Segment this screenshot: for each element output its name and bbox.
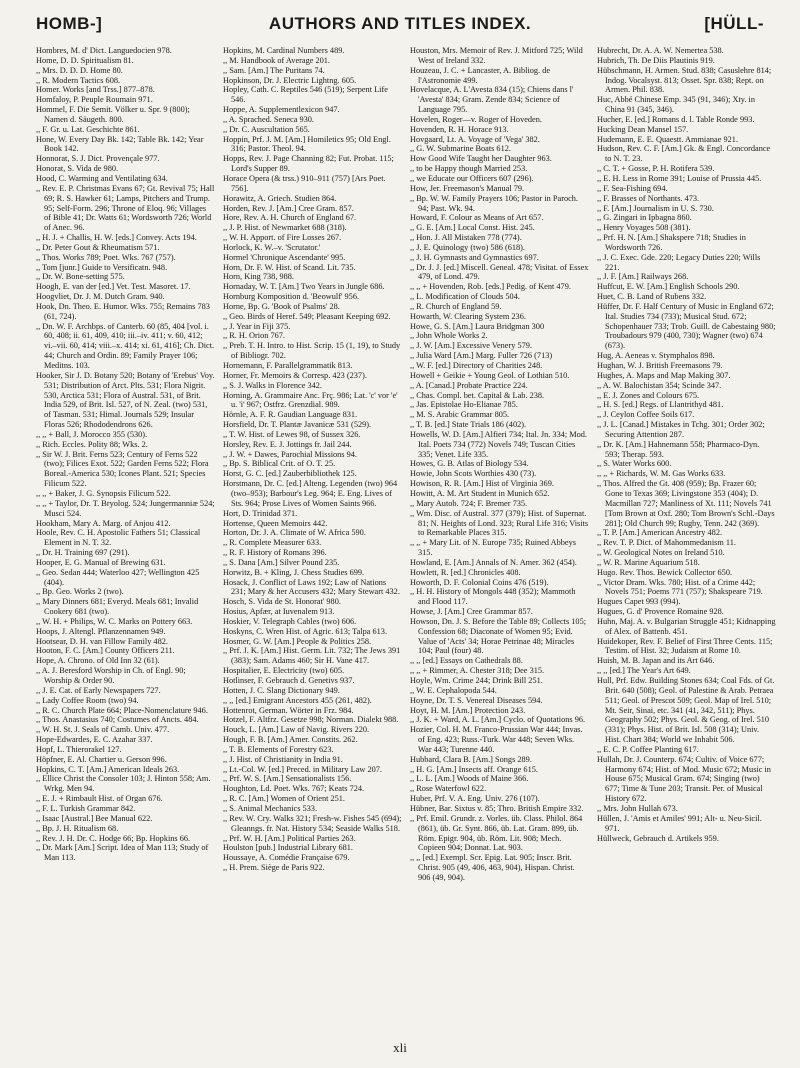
index-entry: Horner, Fr. Memoirs & Corresp. 423 (237). (223, 370, 367, 380)
index-entry: ,, Dr. Mark [Am.] Script. Idea of Man 113; Study of Man 113. (36, 843, 209, 863)
index-entry: How Good Wife Taught her Daughter 963. (410, 154, 552, 164)
index-entry: ,, ,, + Mary Lit. of N. Europe 735; Ruined Abbeys 315. (410, 538, 576, 558)
index-entry: Hopkins, C. T. [Am.] American Ideals 263. (36, 764, 180, 774)
index-entry: ,, F. [Am.] Journalism in U. S. 730. (597, 203, 714, 213)
index-entry: Hoyle, Wm. Crime 244; Drink Bill 251. (410, 676, 543, 685)
index-entry: Houssaye, A. Comédie Française 679. (223, 853, 350, 863)
index-entry: Hughes, A. Maps and Map Making 307. (597, 370, 731, 380)
index-entry: Howitt, A. M. Art Student in Munich 652. (410, 488, 550, 498)
index-entry: ,, R. C. [Am.] Women of Orient 251. (223, 794, 346, 804)
index-entry: ,, A. W. Balochistan 354; Scinde 347. (597, 380, 722, 390)
index-entry: Hombres, M. d' Dict. Languedocien 978. (36, 46, 172, 55)
index-entry: Hull, Prf. Edw. Building Stones 634; Coal Fds. of Gt. Brit. 640 (508); Geol. of Palestine & Arab. Petraea 511; Geol. of Prescot 509; Geol. Map of Irel. 510; Mt. Seir, Sinai, etc. 341 (41, 342, 511); Phys. Geography 502; Phys. Geol. & Geog. of Irel. 510 (331); Phys. Hist. of Brit. Isl. 508 (314); Univ. Hist. Chart 384; World we Inhabit 506. (597, 676, 775, 745)
index-entry: ,, W. E. Cephalopoda 544. (410, 685, 497, 695)
index-entry: ,, J. Year in Fiji 375. (223, 321, 291, 331)
index-entry: Hucher, E. [ed.] Romans d. l. Table Ronde 993. (597, 114, 755, 124)
index-entry: ,, J. Hist. of Christianity in India 91. (223, 754, 343, 764)
index-entry: Hüffer, Dr. F. Half Century of Music in England 672; Ital. Studies 734 (733); Musical Stud. 672; Schopenhauer 733; Trob. Guill. de Cabestaing 980; Troubadours 979 (400, 730); Wagner (two) 674 (673). (597, 301, 776, 351)
index-entry: Howorth, D. F. Colonial Coins 476 (519). (410, 577, 549, 587)
index-entry: Huber, Prf. V. A. Eng. Univ. 276 (107). (410, 794, 540, 804)
index-entry: ,, Prf. W. H. [Am.] Political Parties 263. (223, 833, 356, 843)
index-entry: ,, S. Water Works 600. (597, 459, 672, 469)
index-entry: Horn, King 738, 988. (223, 272, 294, 282)
index-entry: ,, we Educate our Officers 607 (296). (410, 173, 534, 183)
index-entry: ,, F. Sea-Fishing 694. (597, 183, 668, 193)
index-entry: Hoppin, Prf. J. M. [Am.] Homiletics 95; Old Engl. 316; Pastor. Theol. 94. (223, 134, 391, 154)
index-entry: ,, Bp. J. H. Ritualism 68. (36, 823, 119, 833)
index-entry: ,, Geo. Sedan 444; Waterloo 427; Wellington 425 (404). (36, 567, 200, 587)
index-entry: ,, Tom [junr.] Guide to Versificatn. 948. (36, 262, 168, 272)
index-entry: ,, J. E. Quinology (two) 586 (618). (410, 242, 525, 252)
index-entry: ,, ,, + Baker, J. G. Synopsis Filicum 522. (36, 488, 171, 498)
index-entry: ,, Ellice Christ the Consoler 103; J. Hinton 558; Am. Wrkg. Men 94. (36, 774, 211, 794)
index-entry: ,, J. P. Hist. of Newmarket 688 (318). (223, 223, 347, 233)
index-entry: ,, Sir W. J. Brit. Ferns 523; Century of Ferns 522 (two); Filices Exot. 522; Garden Ferns 522; Flora Boreal.-America 530; Icones Plant. 521; Species Filicum 522. (36, 449, 209, 489)
index-columns (36, 46, 776, 1036)
index-entry: Horsley, Rev. E. J. Jottings fr. Jail 244. (223, 439, 352, 449)
index-entry: Hortense, Queen Memoirs 442. (223, 518, 328, 528)
index-entry: ,, L. Modification of Clouds 504. (410, 292, 520, 302)
index-entry: ,, J. W. [Am.] Excessive Venery 579. (410, 341, 532, 351)
index-entry: ,, R. Modern Tactics 608. (36, 75, 121, 85)
index-entry: Horst, G. C. [ed.] Zauberbibliothek 125. (223, 469, 357, 479)
index-entry: ,, W. H. Apport. of Fire Losses 267. (223, 233, 342, 243)
index-entry: Hookham, Mary A. Marg. of Anjou 412. (36, 518, 171, 528)
index-entry: Hornburg Komposition d. 'Beowulf' 956. (223, 292, 360, 302)
index-entry: ,, Dr. C. Auscultation 565. (223, 124, 310, 134)
index-entry: Horning, A. Grammaire Anc. Frç. 986; Lat. 'c' vor 'e' u. 'i' 967; Ostfrz. Grenzdial. 989. (223, 390, 398, 410)
index-entry: ,, J. Ceylon Coffee Soils 617. (597, 410, 695, 420)
index-entry: Hoogvliet, Dr. J. M. Dutch Gram. 940. (36, 292, 165, 302)
index-entry: Hort, D. Trinidad 371. (223, 508, 298, 518)
index-column-1 (36, 46, 215, 1036)
index-entry: ,, John Whole Works 2. (410, 331, 488, 341)
index-entry: Hüllen, J. 'Amis et Amiles' 991; Alt- u. Neu-Sicil. 971. (597, 813, 762, 833)
index-entry: Huish, M. B. Japan and its Art 646. (597, 656, 715, 666)
index-entry: ,, Isaac [Austral.] Bee Manual 622. (36, 813, 153, 823)
index-entry: ,, Bp. Geo. Works 2 (two). (36, 587, 124, 597)
index-entry: Hübschmann, H. Armen. Stud. 838; Casuslehre 814; Indog. Vocalsyst. 813; Osset. Spr. 838; Rept. on Armen. Phil. 838. (597, 65, 772, 95)
index-entry: Houzeau, J. C. + Lancaster, A. Bibliog. de l'Astronomie 499. (410, 65, 551, 85)
index-entry: Home, D. D. Spiritualism 81. (36, 55, 134, 65)
index-entry: Hosmer, G. W. [Am.] People & Politics 258. (223, 636, 372, 646)
index-entry: ,, T. B. [ed.] State Trials 186 (402). (410, 420, 527, 430)
index-entry: Huet, C. B. Land of Rubens 332. (597, 292, 707, 302)
index-entry: Hooper, E. G. Manual of Brewing 631. (36, 557, 166, 567)
index-entry: ,, Rose Waterfowl 622. (410, 784, 487, 794)
index-entry: Homfaloy, P. Peuple Roumain 971. (36, 95, 153, 105)
index-entry: ,, Dr. J. J. [ed.] Miscell. Geneal. 478; Visitat. of Essex 479, of Lond. 479. (410, 262, 589, 282)
index-entry: ,, J. C. Exec. Gde. 220; Legacy Duties 220; Wills 221. (597, 252, 761, 272)
index-entry: Hornaday, W. T. [Am.] Two Years in Jungle 686. (223, 282, 385, 292)
index-entry: ,, H. S. [ed.] Regs. of Llantrithyd 481. (597, 400, 724, 410)
index-entry: Horne, Bp. G. 'Book of Psalms' 28. (223, 301, 340, 311)
index-entry: ,, Rich. Eccles. Polity 88; Wks. 2. (36, 439, 148, 449)
index-entry: Hoppe, A. Supplementlexicon 947. (223, 105, 340, 115)
index-entry: ,, Bp. S. Biblical Crit. of O. T. 25. (223, 459, 336, 469)
index-entry: ,, E. H. Less in Rome 391; Louise of Prussia 445. (597, 173, 762, 183)
index-entry: ,, ,, + Ball, J. Morocco 355 (530). (36, 429, 148, 439)
index-entry: Hope, A. Chrono. of Old Inn 32 (61). (36, 656, 160, 666)
index-entry: Huffcut, E. W. [Am.] English Schools 290. (597, 282, 740, 292)
index-entry: Hook, Dn. Theo. E. Humor. Wks. 755; Remains 783 (61, 724). (36, 301, 210, 321)
index-entry: Hubbard, Clara B. [Am.] Songs 289. (410, 754, 532, 764)
index-entry: Hosius, Apfær, at Iuvenalem 913. (223, 607, 335, 617)
index-entry: Homer. Works [and Trss.] 877–878. (36, 85, 155, 95)
index-entry: Horn, Dr. F. W. Hist. of Scand. Lit. 735. (223, 262, 356, 272)
index-entry: Huidekoper, Rev. F. Belief of First Three Cents. 115; Testim. of Hist. 32; Judaism at Rome 10. (597, 636, 773, 656)
index-entry: ,, ,, + Richards, W. M. Gas Works 633. (597, 469, 726, 479)
index-entry: ,, R. H. Orion 767. (223, 331, 285, 341)
index-entry: Hovelen, Roger—v. Roger of Hoveden. (410, 114, 542, 124)
index-entry: ,, Rev. E. P. Christmas Evans 67; Gt. Revival 75; Hall 69; R. S. Hawker 61; Lamps, Pitchers and Trump. 95; Self-Form. 296; Throne of Eloq. 96; Villages of Bible 41; Dr. Watts 61; Wordsworth 726; World of Anec. 96. (36, 183, 215, 233)
index-entry: Höpfner, E. Al. Chartier u. Gerson 996. (36, 754, 167, 764)
index-entry: Hovelacque, A. L'Avesta 834 (15); Chiens dans l' 'Avesta' 834; Gram. Zende 834; Science of Language 795. (410, 85, 574, 115)
index-entry: ,, ,, + Hovenden, Rob. [eds.] Pedig. of Kent 479. (410, 282, 571, 292)
index-entry: Hozier, Col. H. M. Franco-Prussian War 444; Invas. of Eng. 423; Russ.-Turk. War 448; Seven Wks. War 443; Turenne 440. (410, 725, 583, 754)
index-entry: ,, H. H. History of Mongols 448 (352); Mammoth and Flood 117. (410, 587, 576, 607)
page-number: xli (393, 1040, 407, 1055)
index-entry: Howson, Dn. J. S. Before the Table 89; Collects 105; Confession 68; Diaconate of Women 95; Evid. Value of 'Acts' 34; Horae Petrinae 48; Miracles 104; Paul (four) 48. (410, 616, 587, 656)
index-entry: ,, Sam. [Am.] The Puritans 74. (223, 65, 325, 75)
index-entry: ,, H. J. + Challis, H. W. [eds.] Convey. Acts 194. (36, 233, 197, 243)
index-entry: Hudson, Rev. C. F. [Am.] Gk. & Engl. Concordance to N. T. 23. (597, 144, 771, 164)
header-range-end: [HÜLL- (704, 14, 764, 33)
index-entry: ,, Preb. T. H. Intro. to Hist. Scrip. 15 (1, 19), to Study of Bibliogr. 702. (223, 341, 401, 361)
index-column-4 (597, 46, 776, 1036)
index-entry: Hough, F. B. [Am.] Amer. Constits. 262. (223, 735, 358, 745)
index-entry: Hoole, Rev. C. H. Apostolic Fathers 51; Classical Element in N. T. 32. (36, 528, 201, 548)
index-entry: Hore, Rev. A. H. Church of England 67. (223, 213, 357, 223)
index-entry: Huc, Abbé Chinese Emp. 345 (91, 346); Xty. in China 91 (345, 346). (597, 95, 756, 115)
index-entry: ,, F. Gr. u. Lat. Geschichte 861. (36, 124, 140, 134)
index-entry: ,, Dr. K. [Am.] Hahnemann 558; Pharmaco-Dyn. 593; Therap. 593. (597, 439, 760, 459)
index-entry: ,, R. C. Church Plate 664; Place-Nomenclature 946. (36, 705, 208, 715)
index-entry: ,, Wm. Disc. of Austral. 377 (379); Hist. of Supernat. 81; N. Heights of Lond. 323; Rural Life 316; Visits to Remarkable Places 315. (410, 508, 589, 538)
index-entry: ,, J. H. Gymnasts and Gymnastics 697. (410, 252, 539, 262)
index-entry: Hotlinser, F. Gebrauch d. Genetivs 937. (223, 676, 355, 685)
index-entry: Hugues, G. d' Provence Romaine 928. (597, 607, 724, 617)
index-entry: Hughan, W. J. British Freemasons 79. (597, 361, 723, 370)
index-entry: Hooker, Sir J. D. Botany 520; Botany of 'Erebus' Voy. 531; Distribution of Arct. Plts. 531; Flora Nigrit. 530, Arctica 531; Flora of Austral. 531, of Brit. India 529, of Brit. Isl. 527, of N. Zeal. (two) 531, of Tasman. 531; Himal. Journals 529; Insular Floras 526; Rhododendrons 626. (36, 370, 215, 430)
index-entry: Hovgaard, Lt. A. Voyage of 'Vega' 382. (410, 134, 540, 144)
index-entry: Howells, W. D. [Am.] Alfieri 734; Ital. Jn. 334; Mod. Ital. Poets 734 (772) Novels 749; Tuscan Cities 335; Venet. Life 335. (410, 429, 587, 459)
index-entry: Howlett, R. [ed.] Chronicles 408. (410, 567, 521, 577)
page-header (30, 14, 770, 50)
index-entry: ,, Julia Ward [Am.] Marg. Fuller 726 (713) (410, 351, 553, 361)
index-entry: Hotten, J. C. Slang Dictionary 949. (223, 685, 340, 695)
index-entry: Hullah, Dr. J. Counterp. 674; Cultiv. of Voice 677; Harmony 674; Hist. of Mod. Music 672; Music in House 675; Musical Gram. 674; Singing (two) 677; Time & Tune 203; Transit. Per. of Musical History 672. (597, 754, 771, 804)
index-entry: Hoskyns, C. Wren Hist. of Agric. 613; Talpa 613. (223, 626, 388, 636)
index-entry: ,, Prf. J. K. [Am.] Hist. Germ. Lit. 732; The Jews 391 (383); Sam. Adams 460; Sir H. Vane 417. (223, 646, 401, 666)
index-entry: ,, M. S. Arabic Grammar 805. (410, 410, 510, 420)
index-entry: Hopf, L. Thierorakel 127. (36, 744, 122, 754)
index-entry: ,, Thos. Works 789; Poet. Wks. 767 (757). (36, 252, 176, 262)
index-entry: Hottenrot, German. Wörter in Frz. 984. (223, 705, 354, 715)
index-entry: Houghton, Ld. Poet. Wks. 767; Keats 724. (223, 784, 365, 794)
index-entry: ,, F. Brasses of Northants. 473. (597, 193, 700, 203)
index-entry: Hoops, J. Altengl. Pflanzennamen 949. (36, 626, 166, 636)
index-entry: ,, J. K. + Ward, A. L. [Am.] Cyclo. of Quotations 96. (410, 715, 586, 725)
index-entry: ,, G. W. Submarine Boats 612. (410, 144, 511, 154)
index-entry: ,, J. E. Cat. of Early Newspapers 727. (36, 685, 161, 695)
index-entry: Howarth, W. Clearing System 236. (410, 311, 526, 321)
index-entry: Horawitz, A. Griech. Studien 864. (223, 193, 337, 203)
index-entry: ,, W. H. + Philips, W. C. Marks on Pottery 663. (36, 616, 193, 626)
index-entry: ,, Geo. Birds of Heref. 549; Pleasant Keeping 692. (223, 311, 391, 321)
index-entry: ,, W. R. Marine Aquarium 518. (597, 557, 700, 567)
index-entry: Hootsear, D. H. van Fillow Family 482. (36, 636, 168, 646)
index-entry: ,, to be Happy though Married 253. (410, 164, 528, 174)
index-entry: ,, Rev. T. P. Dict. of Mahommedanism 11. (597, 538, 736, 548)
index-entry: ,, ,, [ed.] Essays on Cathedrals 88. (410, 656, 523, 666)
index-entry: ,, ,, [ed.] Emigrant Ancestors 455 (261, 482). (223, 695, 372, 705)
index-entry: ,, J. F. [Am.] Railways 268. (597, 272, 689, 282)
index-entry: Hommel, F. Die Semit. Völker u. Spr. 9 (800); Namen d. Säugeth. 800. (36, 105, 190, 124)
index-entry: Hoskier, V. Telegraph Cables (two) 606. (223, 616, 357, 626)
index-entry: Honorat, S. Vida de 980. (36, 164, 119, 174)
index-entry: Hüllweck, Gebrauch d. Artikels 959. (597, 833, 719, 843)
index-entry: ,, T. B. Elements of Forestry 623. (223, 744, 334, 754)
index-entry: Horace Opera (& trss.) 910–911 (757) [Ars Poet. 756]. (223, 173, 386, 193)
index-entry: Howse, J. [Am.] Cree Grammar 857. (410, 607, 533, 617)
index-entry: Horton, Dr. J. A. Climate of W. Africa 590. (223, 528, 366, 538)
index-entry: Hugo. Rev. Thos. Bewick Collector 650. (597, 567, 733, 577)
index-entry: ,, A. J. Beresford Worship in Ch. of Engl. 90; Worship & Order 90. (36, 666, 186, 685)
index-entry: Hoogh, E. van der [ed.] Vet. Test. Masoret. 17. (36, 282, 191, 292)
index-entry: Hudemann, E. E. Quaestt. Ammianae 921. (597, 134, 739, 144)
index-entry: Howison, R. R. [Am.] Hist of Virginia 369. (410, 479, 554, 489)
index-entry: ,, J. W. + Dawes, Parochial Missions 94. (223, 449, 357, 459)
index-entry: ,, Rev. W. Cry. Walks 321; Fresh-w. Fishes 545 (694); Gleanngs. fr. Nat. History 534; Seaside Walks 518. (223, 813, 402, 833)
index-entry: Hopley, Cath. C. Reptiles 546 (519); Serpent Life 546. (223, 85, 388, 105)
index-entry: Hotzel, F. Altfrz. Gesetze 998; Norman. Dialekt 988. (223, 715, 399, 725)
index-entry: Hone, W. Every Day Bk. 142; Table Bk. 142; Year Book 142. (36, 134, 204, 154)
index-entry: Howard, F. Colour as Means of Art 657. (410, 213, 544, 223)
index-entry: Honnorat, S. J. Dict. Provençale 977. (36, 154, 160, 164)
index-entry: ,, C. T. + Gosse, P. H. Rotifera 539. (597, 164, 715, 174)
index-entry: ,, W. F. [ed.] Directory of Charities 248. (410, 361, 543, 370)
index-entry: ,, J. L. [Canad.] Mistakes in Tchg. 301; Order 302; Securing Attention 287. (597, 420, 765, 439)
index-column-2 (223, 46, 402, 1036)
index-entry: ,, G. E. [Am.] Local Const. Hist. 245. (410, 223, 535, 233)
index-entry: Hormel 'Chronique Ascendante' 995. (223, 252, 346, 262)
header-title: AUTHORS AND TITLES INDEX. (268, 14, 532, 33)
index-entry: Howes, G. B. Atlas of Biology 534. (410, 459, 529, 469)
index-entry: ,, Dr. W. Bone-setting 575. (36, 272, 125, 282)
index-entry: ,, A. Sprached. Seneca 930. (223, 114, 315, 124)
index-entry: Hospitalier, E. Electricity (two) 605. (223, 666, 345, 676)
index-entry: Hörnle, A. F. R. Gaudian Language 831. (223, 410, 358, 420)
index-entry: ,, Prf. W. S. [Am.] Sensationalists 156. (223, 774, 352, 784)
index-entry: ,, Prf. Emil. Grundr. z. Vorles. üb. Class. Philol. 864 (861), üb. Gr. Synt. 866, üb. Lat. Gram. 899, üb. Röm. Epigr. 904, üb. Röm. Lit. 908; Mech. Copieen 904; Donnat. Lat. 903. (410, 813, 583, 853)
index-entry: ,, S. Animal Mechanics 533. (223, 803, 318, 813)
index-entry: ,, H. Prem. Siège de Paris 922. (223, 863, 325, 873)
index-entry: Hübner, Bar. Sixtus v. 85; Thro. British Empire 332. (410, 803, 584, 813)
index-entry: ,, T. W. Hist. of Lewes 98, of Sussex 326. (223, 429, 361, 439)
index-entry: Houlston [pub.] Industrial Library 681. (223, 843, 353, 853)
index-entry: How, Jer. Freemason's Manual 79. (410, 183, 525, 193)
index-entry: ,, A. [Canad.] Probate Practice 224. (410, 380, 528, 390)
index-entry: Howland, E. [Am.] Annals of N. Amer. 362 (454). (410, 557, 577, 567)
index-entry: ,, ,, + Rimmer, A. Chester 318; Dee 315. (410, 666, 545, 676)
index-entry: ,, Dn. W. F. Archbps. of Canterb. 60 (85, 404 [vol. i. 60, 408; ii. 61, 409, 410; iii.–iv. 411; v. 60, 412; vi.–vii. 60, 414; viii.–x. 414; xi. 61, 416]; Ch. Dict. 44; Church and Ordin. 89; Family Prayer 106; Meditns. 103. (36, 321, 215, 370)
index-entry: ,, ,, [ed.] Exempl. Scr. Epig. Lat. 905; Inscr. Brit. Christ. 905 (49, 406, 463, 904), Hispan. Christ. 906 (49, 904). (410, 853, 575, 882)
index-entry: Howe, G. S. [Am.] Laura Bridgman 300 (410, 321, 545, 331)
index-entry: ,, W. H. St. J. Seals of Camb. Univ. 477. (36, 725, 170, 735)
index-entry: ,, Chas. Compl. bet. Capital & Lab. 238. (410, 390, 545, 400)
index-entry: ,, Lady Coffee Room (two) 94. (36, 695, 139, 705)
index-entry: Hopps, Rev. J. Page Channing 82; Fut. Probat. 115; Lord's Supper 89. (223, 154, 394, 174)
index-entry: Hucking Dean Mansel 157. (597, 124, 689, 134)
index-entry: ,, G. Zingari in Ipbagna 860. (597, 213, 692, 223)
index-entry: Houston, Mrs. Memoir of Rev. J. Mitford 725; Wild West of Ireland 332. (410, 46, 583, 65)
index-entry: ,, S. Dana [Am.] Silver Pound 235. (223, 557, 340, 567)
index-entry: ,, ,, + Taylor, Dr. T. Bryolog. 524; Jungermanniæ 524; Musci 524. (36, 498, 215, 518)
header-range-start: HOMB-] (36, 14, 103, 33)
index-entry: Howell + Geikie + Young Geol. of Lothian 510. (410, 370, 570, 380)
index-entry: ,, Hon. J. All Mistaken 778 (774). (410, 233, 522, 243)
index-entry: ,, R. Church of England 59. (410, 301, 502, 311)
index-entry: ,, E. J. Zones and Colours 675. (597, 390, 700, 400)
index-entry: Hope-Edwardes, E. C. Azahar 337. (36, 735, 153, 745)
index-entry: Hornemann, F. Parallelgrammatik 813. (223, 361, 353, 370)
index-entry: Howie, John Scots Worthies 430 (73). (410, 469, 537, 479)
index-entry: ,, R. F. History of Romans 396. (223, 548, 327, 558)
index-entry: Hugues Capet 993 (994). (597, 597, 681, 607)
index-entry: Hubrecht, Dr. A. A. W. Nemertea 538. (597, 46, 724, 55)
index-entry: ,, S. J. Walks in Florence 342. (223, 380, 322, 390)
index-entry: Horstmann, Dr. C. [ed.] Alteng. Legenden (two) 964 (two–953); Barbour's Leg. 964; E. Eng. Lives of Sts. 964; Prose Lives of Women Saints 966. (223, 479, 398, 508)
index-column-3 (410, 46, 589, 1036)
index-entry: ,, Bp. W. W. Family Prayers 106; Pastor in Paroch. 94; Past. Wk. 94. (410, 193, 579, 213)
index-entry: ,, E. J. + Rimbault Hist. of Organ 676. (36, 794, 163, 804)
index-entry: ,, Mrs. D. D. D. Home 80. (36, 65, 123, 75)
index-entry: ,, Mary Autob. 724; F. Bremer 735. (410, 498, 528, 508)
index-entry: ,, T. P. [Am.] American Ancestry 482. (597, 528, 723, 538)
index-entry: Hug, A. Aeneas v. Stymphalos 898. (597, 351, 715, 361)
index-entry: ,, E. C. P. Coffee Planting 617. (597, 744, 699, 754)
index-entry: Hoyne, Dr. T. S. Venereal Diseases 594. (410, 695, 543, 705)
index-entry: ,, Jas. Epistolae Ho-Elianae 785. (410, 400, 518, 410)
index-entry: ,, Prf. H. N. [Am.] Shakspere 718; Studies in Wordsworth 726. (597, 233, 746, 252)
index-entry: Horwitz, B. + Kling, J. Chess Studies 699. (223, 567, 365, 577)
index-entry: Hubrich, Th. De Diis Plautinis 919. (597, 55, 715, 65)
index-entry: Hood, C. Warming and Ventilating 634. (36, 173, 168, 183)
index-entry: ,, Henry Voyages 508 (381). (597, 223, 691, 233)
index-entry: Hoyt, H. M. [Am.] Protection 243. (410, 705, 526, 715)
index-entry: ,, W. Geological Notes on Ireland 510. (597, 548, 725, 558)
index-entry: Horsfield, Dr. T. Plantæ Javanicæ 531 (529). (223, 420, 372, 430)
index-entry: ,, Mrs. John Hullah 673. (597, 803, 678, 813)
index-entry: ,, F. L. Turkish Grammar 842. (36, 803, 136, 813)
index-entry: Hosack, J. Conflict of Laws 192; Law of Nations 231; Mary & her Accusers 432; Mary Stewart 432. (223, 577, 400, 597)
index-entry: ,, ,, [ed.] The Year's Art 649. (597, 666, 691, 676)
index-entry: Houck, L. [Am.] Law of Navig. Rivers 220. (223, 725, 370, 735)
index-entry: ,, L. L. [Am.] Woods of Maine 366. (410, 774, 529, 784)
index-entry: Huhn, Maj. A. v. Bulgarian Struggle 451; Kidnapping of Alex. of Battenb. 451. (597, 616, 776, 636)
index-entry: ,, Dr. Peter Gout & Rheumatism 571. (36, 242, 160, 252)
index-entry: ,, H. G. [Am.] Insects aff. Orange 615. (410, 764, 538, 774)
index-entry: ,, Rev. J. H. Dr. C. Hodge 66; Bp. Hopkins 66. (36, 833, 191, 843)
index-entry: Horden, Rev. J. [Am.] Cree Gram. 857. (223, 203, 354, 213)
index-entry: Hopkins, M. Cardinal Numbers 489. (223, 46, 345, 55)
index-entry: Hosch, S. Vida de St. Honorat' 980. (223, 597, 341, 607)
index-entry: ,, Thos. Anastasius 740; Costumes of Ancts. 484. (36, 715, 199, 725)
index-entry: Horlock, K. W.–v. 'Scrutator.' (223, 242, 321, 252)
index-entry: ,, Mary Dinners 681; Everyd. Meals 681; Invalid Cookery 681 (two). (36, 597, 199, 617)
index-entry: ,, Thos. Alfred the Gt. 408 (959); Bp. Frazer 60; Gone to Texas 369; Livingstone 353 (404); D. Macmillan 727; Manliness of Xt. 111; Novels 741 [Tom Brown at Oxf. 280; Tom Brown's Schl.-Days 281]; Old Church 99; Rugby, Tenn. 242 (369). (597, 479, 775, 528)
index-entry: ,, R. Complete Measurer 633. (223, 538, 322, 548)
index-entry: Hopkinson, Dr. J. Electric Lightng. 605. (223, 75, 357, 85)
index-entry: Hovenden, R. H. Horace 913. (410, 124, 509, 134)
index-entry: Hooton, F. C. [Am.] County Officers 211. (36, 646, 175, 656)
index-entry: ,, Dr. H. Training 697 (291). (36, 548, 130, 558)
index-entry: ,, M. Handbook of Average 201. (223, 55, 330, 65)
index-entry: ,, Victor Dram. Wks. 780; Hist. of a Crime 442; Novels 751; Poems 771 (757); Shakspeare 719. (597, 577, 763, 597)
index-entry: ,, Lt.-Col. W. [ed.] Preced. in Military Law 207. (223, 764, 382, 774)
